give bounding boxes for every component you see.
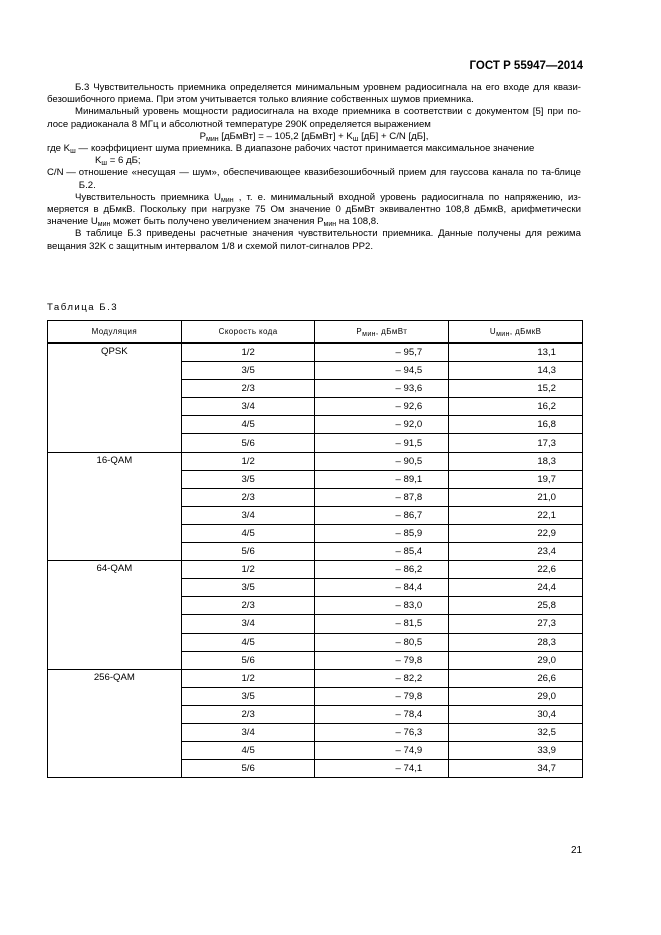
umin-cell: 28,3: [449, 633, 583, 651]
code-rate-cell: 3/5: [181, 687, 315, 705]
table-header-row: [48, 321, 583, 344]
page-number: 21: [571, 845, 583, 856]
pmin-cell: – 86,2: [315, 561, 449, 579]
code-rate-cell: 1/2: [181, 452, 315, 470]
code-rate-cell: 1/2: [181, 343, 315, 362]
umin-cell: 15,2: [449, 380, 583, 398]
body-text: [47, 82, 581, 253]
table-row: [48, 452, 583, 470]
umin-cell: 32,5: [449, 723, 583, 741]
header-umin: $U_{мин}$, дБмкВ: [449, 321, 583, 344]
pmin-cell: – 89,1: [315, 470, 449, 488]
code-rate-cell: 1/2: [181, 561, 315, 579]
paragraph-b3-intro: Б.3 Чувствительность приемника определяется минимальным уровнем радиосигнала на его входе для квази-безошибочного приема. При этом учитывается только влияние собственных шумов приемника.: [47, 82, 581, 106]
umin-cell: 22,9: [449, 524, 583, 542]
code-rate-cell: 2/3: [181, 380, 315, 398]
umin-cell: 27,3: [449, 615, 583, 633]
header-code-rate: Скорость кода: [181, 321, 315, 344]
code-rate-cell: 1/2: [181, 669, 315, 687]
code-rate-cell: 5/6: [181, 760, 315, 778]
pmin-cell: – 79,8: [315, 687, 449, 705]
umin-cell: 16,2: [449, 398, 583, 416]
pmin-cell: – 83,0: [315, 597, 449, 615]
code-rate-cell: 2/3: [181, 597, 315, 615]
table-row: [48, 561, 583, 579]
code-rate-cell: 4/5: [181, 633, 315, 651]
modulation-cell: 16-QAM: [48, 452, 182, 561]
umin-cell: 14,3: [449, 362, 583, 380]
pmin-cell: – 74,9: [315, 742, 449, 760]
umin-cell: 33,9: [449, 742, 583, 760]
umin-cell: 22,1: [449, 506, 583, 524]
code-rate-cell: 3/4: [181, 615, 315, 633]
definition-noise-figure: где $K_ш$ — коэффициент шума приемника. В диапазоне рабочих частот принимается максимальное значение: [47, 143, 535, 156]
umin-cell: 21,0: [449, 488, 583, 506]
table-body: [48, 343, 583, 778]
pmin-cell: – 91,5: [315, 434, 449, 452]
definition-noise-figure-value: $K_ш = 6$ дБ;: [95, 155, 141, 168]
pmin-cell: – 86,7: [315, 506, 449, 524]
code-rate-cell: 2/3: [181, 488, 315, 506]
pmin-cell: – 92,6: [315, 398, 449, 416]
pmin-cell: – 92,0: [315, 416, 449, 434]
code-rate-cell: 5/6: [181, 651, 315, 669]
standard-header: ГОСТ Р 55947—2014: [469, 60, 583, 72]
code-rate-cell: 5/6: [181, 434, 315, 452]
umin-cell: 30,4: [449, 705, 583, 723]
pmin-cell: – 82,2: [315, 669, 449, 687]
umin-cell: 26,6: [449, 669, 583, 687]
code-rate-cell: 3/5: [181, 470, 315, 488]
table-row: [48, 343, 583, 362]
code-rate-cell: 4/5: [181, 416, 315, 434]
umin-cell: 13,1: [449, 343, 583, 362]
paragraph-table-intro: В таблице Б.3 приведены расчетные значения чувствительности приемника. Данные получены для режима вещания 32K с защитным интервалом 1/8 и схемой пилот-сигналов PP2.: [47, 228, 581, 252]
umin-cell: 34,7: [449, 760, 583, 778]
umin-cell: 17,3: [449, 434, 583, 452]
umin-cell: 24,4: [449, 579, 583, 597]
code-rate-cell: 4/5: [181, 524, 315, 542]
umin-cell: 16,8: [449, 416, 583, 434]
umin-cell: 29,0: [449, 687, 583, 705]
umin-cell: 18,3: [449, 452, 583, 470]
umin-cell: 19,7: [449, 470, 583, 488]
pmin-cell: – 90,5: [315, 452, 449, 470]
pmin-cell: – 87,8: [315, 488, 449, 506]
umin-cell: 25,8: [449, 597, 583, 615]
pmin-cell: – 94,5: [315, 362, 449, 380]
modulation-cell: QPSK: [48, 343, 182, 452]
header-pmin: $P_{мин}$, дБмВт: [315, 321, 449, 344]
header-modulation: Модуляция: [48, 321, 182, 344]
pmin-cell: – 84,4: [315, 579, 449, 597]
pmin-cell: – 79,8: [315, 651, 449, 669]
pmin-cell: – 93,6: [315, 380, 449, 398]
pmin-cell: – 76,3: [315, 723, 449, 741]
pmin-cell: – 80,5: [315, 633, 449, 651]
pmin-cell: – 85,4: [315, 543, 449, 561]
pmin-cell: – 85,9: [315, 524, 449, 542]
definition-cn: C/N — отношение «несущая — шум», обеспечивающее квазибезошибочный прием для гауссова канала по та-блице Б.2.: [47, 167, 581, 191]
code-rate-cell: 2/3: [181, 705, 315, 723]
code-rate-cell: 4/5: [181, 742, 315, 760]
paragraph-power-level: Минимальный уровень мощности радиосигнала на входе приемника в соответствии с документом [5] при по-лосе радиоканала 8 МГц и абсолютной температуре 290К определяется выражением: [47, 106, 581, 130]
umin-cell: 29,0: [449, 651, 583, 669]
code-rate-cell: 3/4: [181, 506, 315, 524]
sensitivity-table: [47, 320, 583, 778]
umin-cell: 22,6: [449, 561, 583, 579]
code-rate-cell: 3/5: [181, 579, 315, 597]
code-rate-cell: 3/4: [181, 723, 315, 741]
modulation-cell: 256-QAM: [48, 669, 182, 778]
code-rate-cell: 5/6: [181, 543, 315, 561]
table-title: Таблица Б.3: [47, 302, 119, 313]
pmin-cell: – 95,7: [315, 343, 449, 362]
pmin-cell: – 74,1: [315, 760, 449, 778]
pmin-cell: – 81,5: [315, 615, 449, 633]
umin-cell: 23,4: [449, 543, 583, 561]
pmin-cell: – 78,4: [315, 705, 449, 723]
table-row: [48, 669, 583, 687]
code-rate-cell: 3/4: [181, 398, 315, 416]
paragraph-sensitivity: Чувствительность приемника $U_{мин}$ , т. е. минимальный входной уровень радиосигнала по напряжению, из-меряется в дБмкВ. Поскольку при нагрузке 75 Ом значение 0 дБмВт эквивалентно 108,8 дБмкВ, арифметически значение $U_{мин}$ может быть получено увеличением значения $P_{мин}$ на 108,8.: [47, 191, 582, 229]
modulation-cell: 64-QAM: [48, 561, 182, 670]
code-rate-cell: 3/5: [181, 362, 315, 380]
formula-pmin: $P_{мин}$ [дБмВт] = – 105,2 [дБмВт] + $K_ш$ [дБ] + C/N [дБ],: [199, 130, 429, 143]
